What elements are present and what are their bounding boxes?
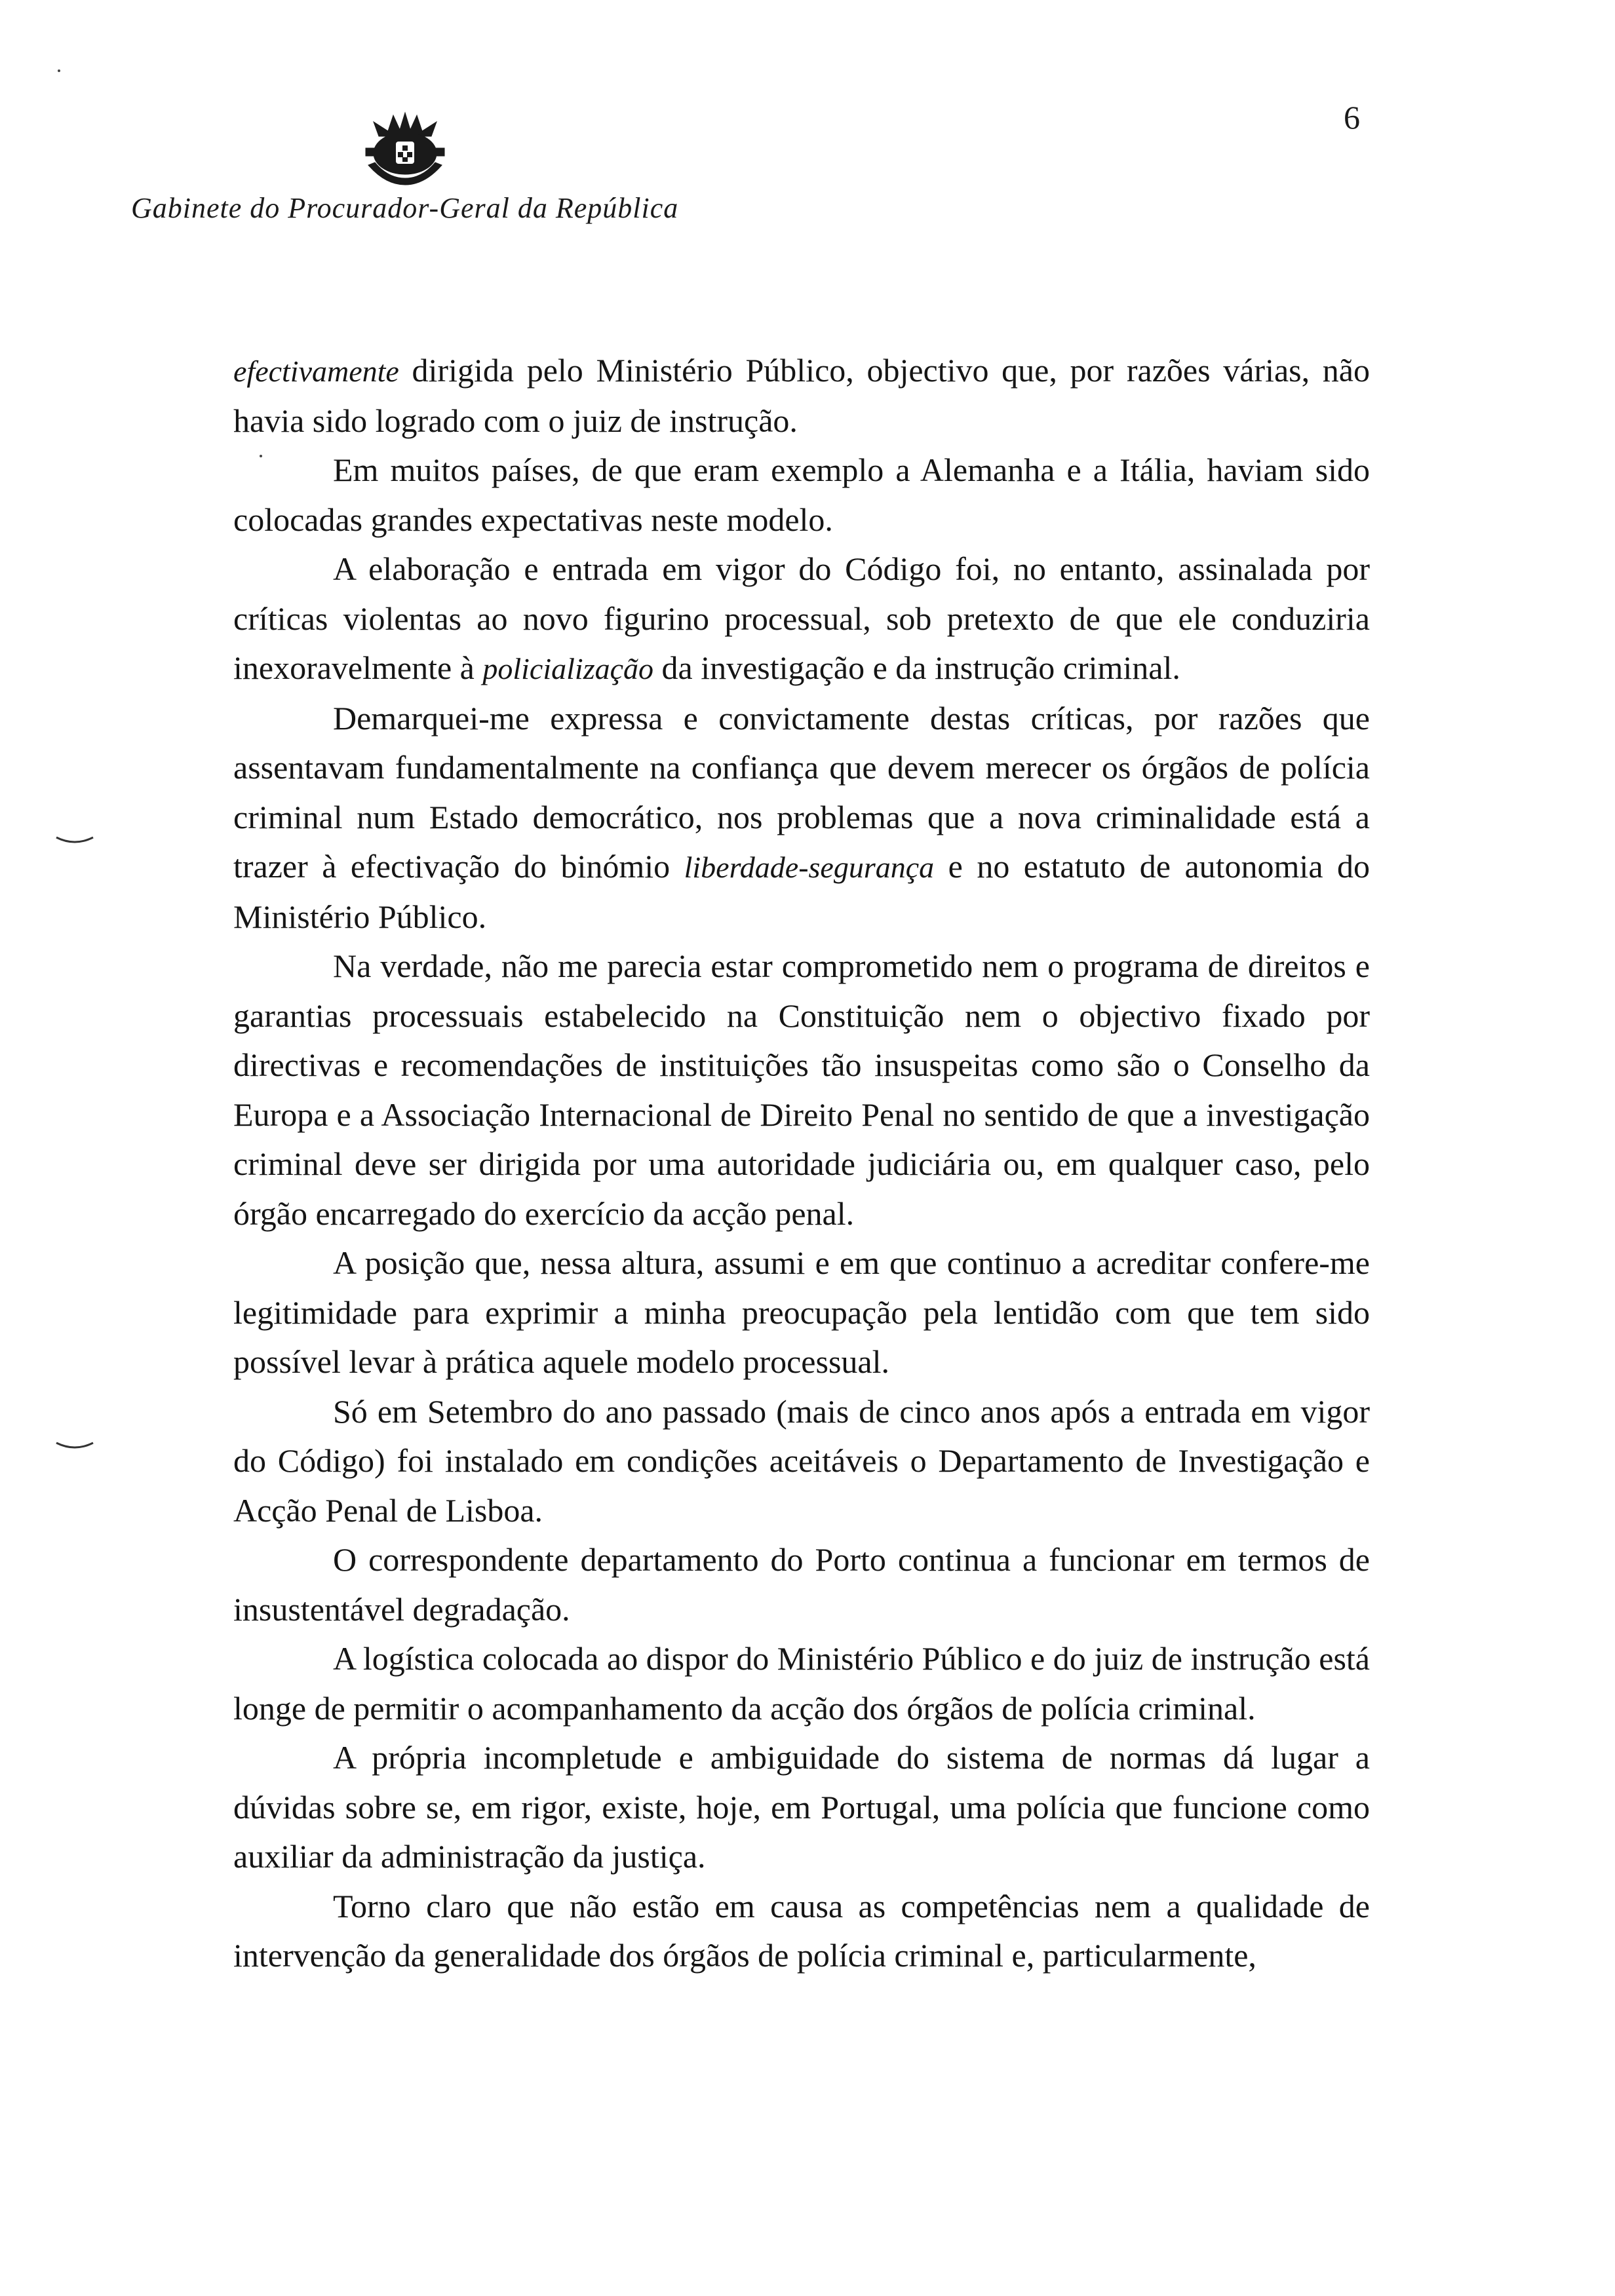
paragraph	[233, 1535, 1370, 1634]
body-text	[233, 346, 1370, 1981]
paragraph	[233, 1882, 1370, 1981]
paragraph	[233, 446, 1370, 545]
paragraph-text: A elaboração e entrada em vigor do Código foi, no entanto, assinalada por críticas violentas ao novo figurino processual, sob pretexto de que ele conduziria inexoravelmente à	[233, 550, 1370, 686]
italic-term: policialização	[482, 652, 654, 685]
office-name: Gabinete do Procurador-Geral da República	[131, 192, 679, 224]
page-number: 6	[1344, 99, 1360, 136]
paragraph	[233, 1634, 1370, 1733]
italic-term: liberdade-segurança	[684, 851, 935, 884]
paragraph	[233, 1733, 1370, 1882]
paragraph-text: Só em Setembro do ano passado (mais de cinco anos após a entrada em vigor do Código) foi instalado em condições aceitáveis o Departamento de Investigação e Acção Penal de Lisboa.	[233, 1392, 1370, 1529]
italic-term: efectivamente	[233, 354, 399, 388]
paragraph-text: O correspondente departamento do Porto continua a funcionar em termos de insustentável degradação.	[233, 1541, 1370, 1628]
margin-mark	[55, 1439, 94, 1452]
scan-speck	[58, 69, 60, 72]
paragraph-text: Demarquei-me expressa e convictamente destas críticas, por razões que assentavam fundamentalmente na confiança que devem merecer os órgãos de polícia criminal num Estado democrático, nos problemas que a nova criminalidade está a trazer à efectivação do binómio	[233, 699, 1370, 885]
paragraph	[233, 1387, 1370, 1536]
paragraph-text: dirigida pelo Ministério Público, objectivo que, por razões várias, não havia sido logrado com o juiz de instrução.	[233, 352, 1370, 439]
paragraph-text: A logística colocada ao dispor do Ministério Público e do juiz de instrução está longe de permitir o acompanhamento da acção dos órgãos de polícia criminal.	[233, 1640, 1370, 1727]
paragraph	[233, 346, 1370, 446]
paragraph	[233, 694, 1370, 942]
margin-mark	[55, 833, 94, 847]
paragraph-text: Na verdade, não me parecia estar comprometido nem o programa de direitos e garantias processuais estabelecido na Constituição nem o objectivo fixado por directivas e recomendações de instituições tão insuspeitas como são o Conselho da Europa e a Associação Internacional de Direito Penal no sentido de que a investigação criminal deve ser dirigida por uma autoridade judiciária ou, em qualquer caso, pelo órgão encarregado do exercício da acção penal.	[233, 947, 1370, 1232]
paragraph-text: A posição que, nessa altura, assumi e em que continuo a acreditar confere-me legitimidade para exprimir a minha preocupação pela lentidão com que tem sido possível levar à prática aquele modelo processual.	[233, 1244, 1370, 1380]
paragraph-text: e no estatuto de autonomia do Ministério Público.	[233, 848, 1370, 935]
paragraph	[233, 1238, 1370, 1387]
coat-of-arms-emblem	[359, 110, 451, 189]
paragraph-text: A própria incompletude e ambiguidade do sistema de normas dá lugar a dúvidas sobre se, em rigor, existe, hoje, em Portugal, uma polícia que funcione como auxiliar da administração da justiça.	[233, 1739, 1370, 1875]
paragraph-text: Torno claro que não estão em causa as competências nem a qualidade de intervenção da generalidade dos órgãos de polícia criminal e, particularmente,	[233, 1887, 1370, 1974]
paragraph-text: da investigação e da instrução criminal.	[653, 649, 1180, 686]
paragraph	[233, 545, 1370, 694]
scan-speck	[260, 455, 262, 457]
paragraph-text: Em muitos países, de que eram exemplo a Alemanha e a Itália, haviam sido colocadas grandes expectativas neste modelo.	[233, 451, 1370, 538]
paragraph	[233, 942, 1370, 1238]
